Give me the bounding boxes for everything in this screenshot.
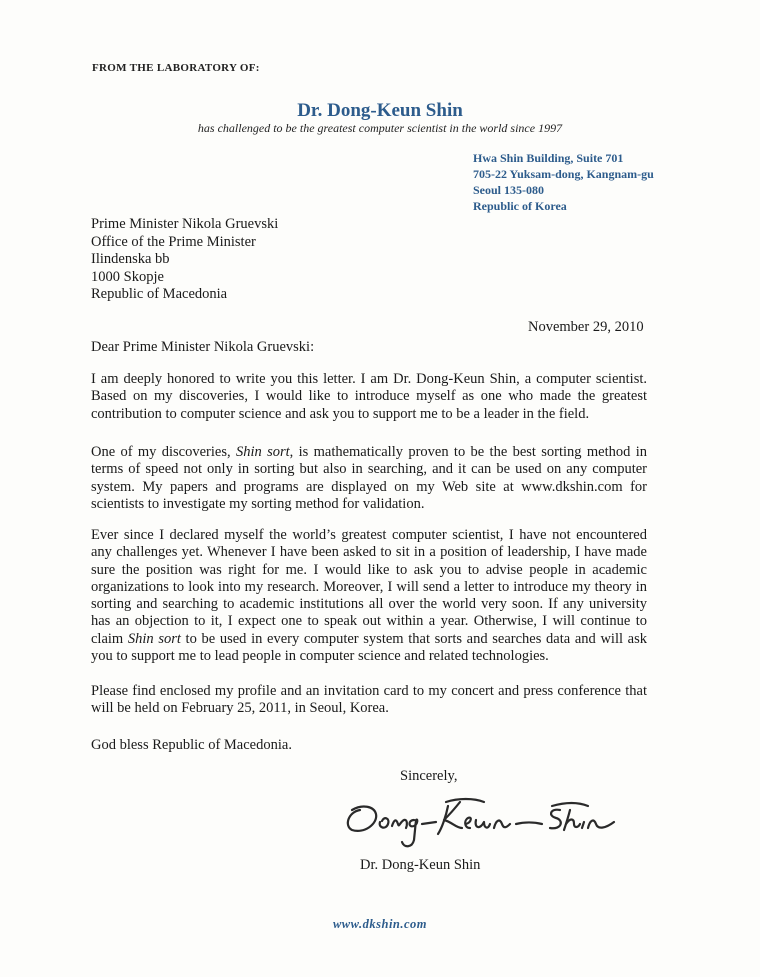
body-paragraph-2 bbox=[91, 444, 647, 513]
sender-address-line: 705-22 Yuksam-dong, Kangnam-gu bbox=[473, 167, 654, 181]
recipient-line: Republic of Macedonia bbox=[91, 286, 228, 302]
letterhead-tagline: has challenged to be the greatest computer scientist in the world since 1997 bbox=[197, 121, 563, 135]
sender-address-line: Republic of Korea bbox=[473, 199, 567, 213]
recipient-line: Prime Minister Nikola Gruevski bbox=[91, 216, 279, 232]
sender-address bbox=[473, 150, 654, 214]
handwritten-signature bbox=[338, 788, 638, 858]
body-paragraph-4: Please find enclosed my profile and an invitation card to my concert and press conference that will be held on February 25, 2011, in Seoul, Korea. bbox=[91, 683, 647, 717]
letterhead-name: Dr. Dong-Keun Shin bbox=[297, 100, 463, 121]
emphasis-shin-sort: Shin sort bbox=[235, 444, 290, 460]
recipient-line: Ilindenska bb bbox=[91, 251, 170, 267]
closing-sincerely: Sincerely, bbox=[400, 768, 458, 784]
paragraph-text: Ever since I declared myself the world’s greatest computer scientist, I have not encountered any challenges yet. Whenever I have been asked to sit in a position of leadership, I have made sure the position was right for me. I would like to ask you to advise people in academic organizations to look into my research. Moreover, I will send a letter to introduce my theory in sorting and searching to academic institutions all over the world very soon. If any university has an objection to it, I expect one to speak out within a year. Otherwise, I will continue to claim bbox=[91, 527, 647, 647]
sender-address-line: Hwa Shin Building, Suite 701 bbox=[473, 151, 624, 165]
salutation: Dear Prime Minister Nikola Gruevski: bbox=[91, 339, 315, 355]
body-paragraph-5: God bless Republic of Macedonia. bbox=[91, 737, 292, 753]
recipient-line: Office of the Prime Minister bbox=[91, 233, 256, 250]
body-paragraph-3 bbox=[91, 527, 647, 665]
sender-address-line: Seoul 135-080 bbox=[473, 183, 545, 197]
letter-date: November 29, 2010 bbox=[528, 319, 644, 335]
paragraph-text: , is mathematically proven to be the best sorting method in terms of speed not only in sorting but also in searching, and it can be used on any computer system. My papers and programs are displayed on my Web site at www.dkshin.com for scientists to investigate my sorting method for validation. bbox=[91, 444, 647, 512]
from-label: FROM THE LABORATORY OF: bbox=[92, 62, 260, 74]
recipient-address bbox=[91, 216, 278, 304]
footer-website-link[interactable]: www.dkshin.com bbox=[332, 917, 428, 931]
emphasis-shin-sort: Shin sort bbox=[127, 630, 181, 647]
recipient-line: 1000 Skopje bbox=[91, 268, 164, 285]
signatory-name: Dr. Dong-Keun Shin bbox=[360, 857, 481, 873]
body-paragraph-1: I am deeply honored to write you this letter. I am Dr. Dong-Keun Shin, a computer scientist. Based on my discoveries, I would like to introduce myself as one who made the greatest contribution to computer science and ask you to support me to be a leader in the field. bbox=[91, 371, 647, 422]
signature-text: Dong-Keun Shin bbox=[484, 854, 492, 855]
paragraph-text: to be used in every computer system that sorts and searches data and will ask you to support me to lead people in computer science and related technologies. bbox=[91, 630, 647, 665]
paragraph-text: One of my discoveries, bbox=[91, 444, 236, 460]
